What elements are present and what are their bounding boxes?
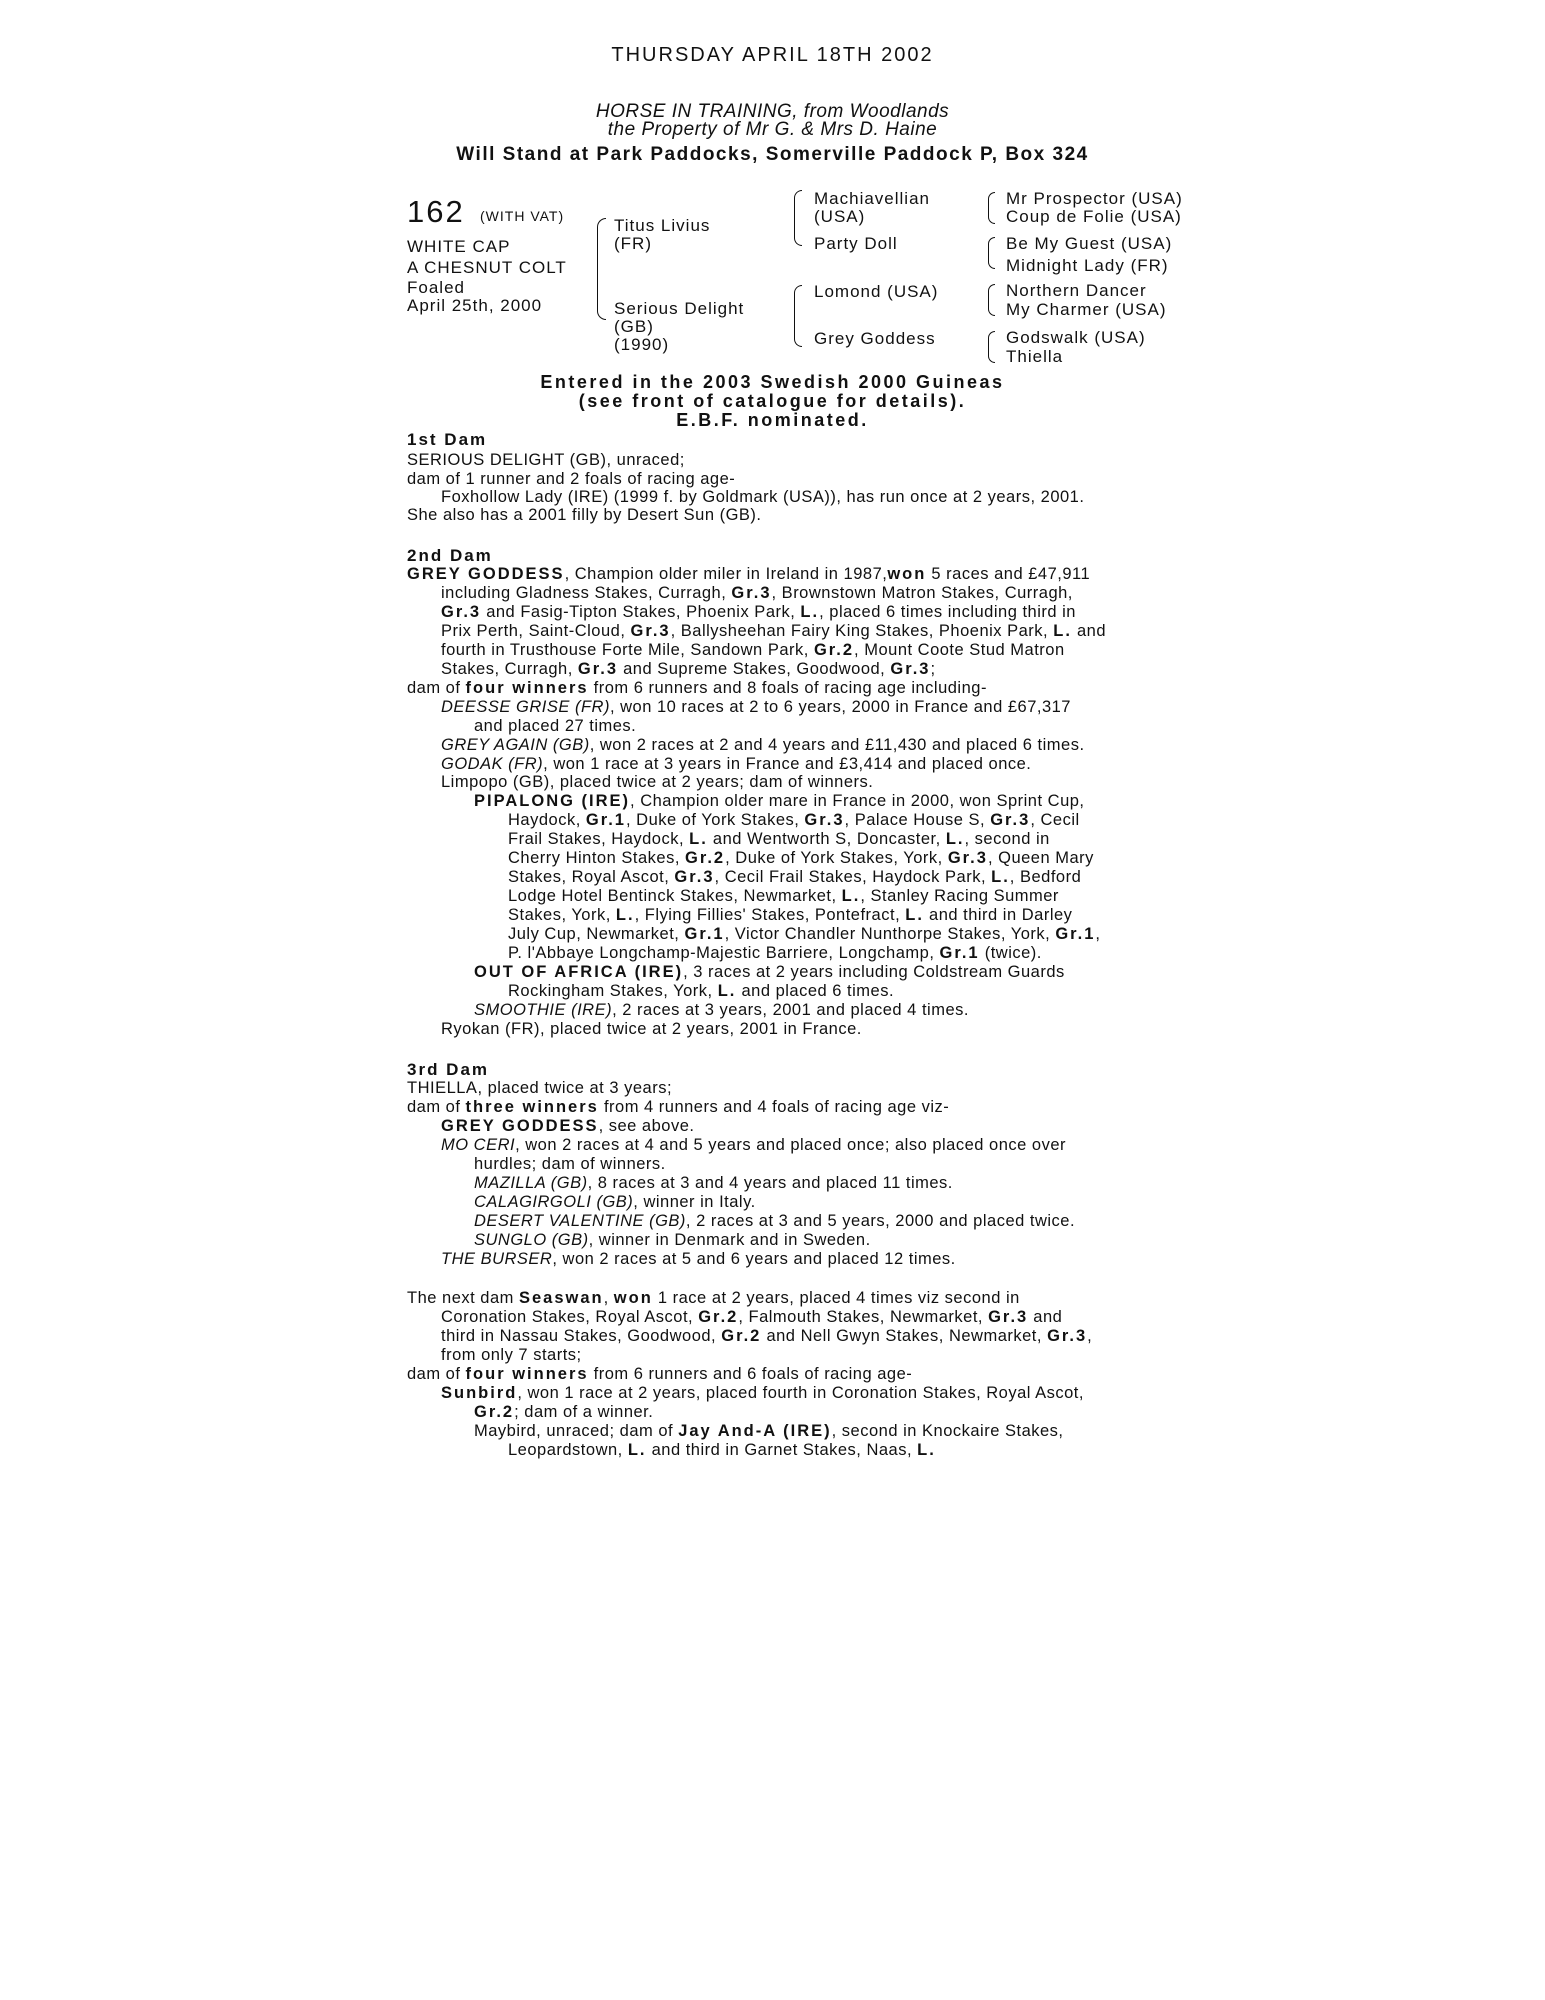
horse-description: A CHESNUT COLT bbox=[407, 258, 567, 277]
grey-goddess-line-5: fourth in Trusthouse Forte Mile, Sandown Park, Gr.2, Mount Coote Stud Matron bbox=[441, 641, 1065, 659]
grey-goddess-line-6: Stakes, Curragh, Gr.3 and Supreme Stakes, Goodwood, Gr.3; bbox=[441, 660, 936, 678]
calagirgoli-line: CALAGIRGOLI (GB), winner in Italy. bbox=[474, 1193, 756, 1211]
next-dam-line-1: The next dam Seaswan, won 1 race at 2 years, placed 4 times viz second in bbox=[407, 1289, 1020, 1307]
first-dam-line-1: SERIOUS DELIGHT (GB), unraced; bbox=[407, 451, 685, 469]
deesse-grise-line-2: and placed 27 times. bbox=[474, 717, 637, 735]
pedigree-bracket-dd bbox=[988, 331, 995, 363]
dam-country: (GB) bbox=[614, 317, 654, 336]
grey-again-line: GREY AGAIN (GB), won 2 races at 2 and 4 years and £11,430 and placed 6 times. bbox=[441, 736, 1085, 754]
limpopo-line: Limpopo (GB), placed twice at 2 years; dam of winners. bbox=[441, 773, 874, 791]
sire-country: (FR) bbox=[614, 234, 652, 253]
sire-dam-dam: Midnight Lady (FR) bbox=[1006, 256, 1169, 275]
pipalong-line-6: Lodge Hotel Bentinck Stakes, Newmarket, L., Stanley Racing Summer bbox=[508, 887, 1059, 905]
entered-line-2: (see front of catalogue for details). bbox=[578, 391, 967, 411]
foaled-date: April 25th, 2000 bbox=[407, 296, 543, 315]
pedigree-bracket-dam bbox=[794, 285, 802, 347]
pipalong-line-4: Cherry Hinton Stakes, Gr.2, Duke of York Stakes, York, Gr.3, Queen Mary bbox=[508, 849, 1094, 867]
pipalong-line-1: PIPALONG (IRE), Champion older mare in France in 2000, won Sprint Cup, bbox=[474, 792, 1085, 810]
dam-dam-sire: Godswalk (USA) bbox=[1006, 328, 1146, 347]
mo-ceri-line-2: hurdles; dam of winners. bbox=[474, 1155, 666, 1173]
the-burser-line: THE BURSER, won 2 races at 5 and 6 years and placed 12 times. bbox=[441, 1250, 956, 1268]
first-dam-line-4: She also has a 2001 filly by Desert Sun (GB). bbox=[407, 506, 762, 524]
foaled-label: Foaled bbox=[407, 278, 465, 297]
subtitle-line-2: the Property of Mr G. & Mrs D. Haine bbox=[607, 119, 938, 140]
sunbird-line-1: Sunbird, won 1 race at 2 years, placed fourth in Coronation Stakes, Royal Ascot, bbox=[441, 1384, 1084, 1402]
sire-sire-dam: Coup de Folie (USA) bbox=[1006, 207, 1182, 226]
sire-dam: Party Doll bbox=[814, 234, 898, 253]
dam-year: (1990) bbox=[614, 335, 670, 354]
sire-name: Titus Livius bbox=[614, 216, 711, 235]
out-of-africa-line-1: OUT OF AFRICA (IRE), 3 races at 2 years including Coldstream Guards bbox=[474, 963, 1065, 981]
third-dam-produce: dam of three winners from 4 runners and 4 foals of racing age viz- bbox=[407, 1098, 950, 1116]
smoothie-line: SMOOTHIE (IRE), 2 races at 3 years, 2001 and placed 4 times. bbox=[474, 1001, 969, 1019]
entered-notice bbox=[0, 373, 1545, 430]
sunbird-line-2: Gr.2; dam of a winner. bbox=[474, 1403, 654, 1421]
grey-goddess-line-2: including Gladness Stakes, Curragh, Gr.3, Brownstown Matron Stakes, Curragh, bbox=[441, 584, 1073, 602]
grey-goddess-ref: GREY GODDESS, see above. bbox=[441, 1117, 695, 1135]
entered-line-3: E.B.F. nominated. bbox=[676, 410, 869, 430]
sire-dam-sire: Be My Guest (USA) bbox=[1006, 234, 1173, 253]
second-dam-heading: 2nd Dam bbox=[407, 546, 493, 565]
ryokan-line: Ryokan (FR), placed twice at 2 years, 2001 in France. bbox=[441, 1020, 862, 1038]
grey-goddess-line-3: Gr.3 and Fasig-Tipton Stakes, Phoenix Park, L., placed 6 times including third in bbox=[441, 603, 1076, 621]
lot-subtitle bbox=[0, 103, 1545, 139]
dam-sire-dam: My Charmer (USA) bbox=[1006, 300, 1167, 319]
subtitle-line-1: HORSE IN TRAINING, from Woodlands bbox=[595, 101, 950, 122]
pedigree-bracket-sd bbox=[988, 237, 995, 269]
pedigree-bracket-main bbox=[597, 218, 606, 320]
next-dam-line-3: third in Nassau Stakes, Goodwood, Gr.2 and Nell Gwyn Stakes, Newmarket, Gr.3, bbox=[441, 1327, 1093, 1345]
thiella-line: THIELLA, placed twice at 3 years; bbox=[407, 1079, 673, 1097]
first-dam-line-2: dam of 1 runner and 2 foals of racing age- bbox=[407, 470, 736, 488]
pedigree-bracket-sire bbox=[794, 190, 802, 246]
deesse-grise-line-1: DEESSE GRISE (FR), won 10 races at 2 to 6 years, 2000 in France and £67,317 bbox=[441, 698, 1071, 716]
grey-goddess-line-1: GREY GODDESS, Champion older miler in Ireland in 1987,won 5 races and £47,911 bbox=[407, 565, 1091, 583]
third-dam-heading: 3rd Dam bbox=[407, 1060, 490, 1079]
next-dam-line-2: Coronation Stakes, Royal Ascot, Gr.2, Falmouth Stakes, Newmarket, Gr.3 and bbox=[441, 1308, 1063, 1326]
sunglo-line: SUNGLO (GB), winner in Denmark and in Sweden. bbox=[474, 1231, 871, 1249]
second-dam-produce: dam of four winners from 6 runners and 8 foals of racing age including- bbox=[407, 679, 987, 697]
vat-note: (WITH VAT) bbox=[480, 208, 565, 224]
pipalong-line-7: Stakes, York, L., Flying Fillies' Stakes, Pontefract, L. and third in Darley bbox=[508, 906, 1073, 924]
sire-sire-sire: Mr Prospector (USA) bbox=[1006, 189, 1183, 208]
dam-sire-sire: Northern Dancer bbox=[1006, 281, 1147, 300]
first-dam-heading: 1st Dam bbox=[407, 430, 488, 449]
next-dam-line-4: from only 7 starts; bbox=[441, 1346, 582, 1364]
first-dam-line-3: Foxhollow Lady (IRE) (1999 f. by Goldmark (USA)), has run once at 2 years, 2001. bbox=[441, 488, 1085, 506]
out-of-africa-line-2: Rockingham Stakes, York, L. and placed 6 times. bbox=[508, 982, 895, 1000]
dam-dam: Grey Goddess bbox=[814, 329, 936, 348]
dam-sire: Lomond (USA) bbox=[814, 282, 939, 301]
dam-name: Serious Delight bbox=[614, 299, 745, 318]
lot-number: 162 bbox=[407, 194, 465, 229]
pipalong-line-5: Stakes, Royal Ascot, Gr.3, Cecil Frail Stakes, Haydock Park, L., Bedford bbox=[508, 868, 1082, 886]
pedigree-bracket-ds bbox=[988, 284, 995, 316]
godak-line: GODAK (FR), won 1 race at 3 years in France and £3,414 and placed once. bbox=[441, 755, 1032, 773]
pipalong-line-9: P. l'Abbaye Longchamp-Majestic Barriere, Longchamp, Gr.1 (twice). bbox=[508, 944, 1042, 962]
next-dam-produce: dam of four winners from 6 runners and 6 foals of racing age- bbox=[407, 1365, 913, 1383]
pipalong-line-8: July Cup, Newmarket, Gr.1, Victor Chandler Nunthorpe Stakes, York, Gr.1, bbox=[508, 925, 1101, 943]
mazilla-line: MAZILLA (GB), 8 races at 3 and 4 years and placed 11 times. bbox=[474, 1174, 953, 1192]
sale-date: THURSDAY APRIL 18TH 2002 bbox=[611, 44, 934, 66]
pipalong-line-2: Haydock, Gr.1, Duke of York Stakes, Gr.3, Palace House S, Gr.3, Cecil bbox=[508, 811, 1080, 829]
jay-and-a-line-2: Leopardstown, L. and third in Garnet Stakes, Naas, L. bbox=[508, 1441, 936, 1459]
stand-location: Will Stand at Park Paddocks, Somerville Paddock P, Box 324 bbox=[456, 144, 1089, 165]
entered-line-1: Entered in the 2003 Swedish 2000 Guineas bbox=[540, 372, 1005, 392]
maybird-line: Maybird, unraced; dam of Jay And-A (IRE), second in Knockaire Stakes, bbox=[474, 1422, 1064, 1440]
horse-name: WHITE CAP bbox=[407, 237, 511, 256]
grey-goddess-line-4: Prix Perth, Saint-Cloud, Gr.3, Ballysheehan Fairy King Stakes, Phoenix Park, L. and bbox=[441, 622, 1107, 640]
pedigree-bracket-ss bbox=[988, 192, 995, 224]
mo-ceri-line-1: MO CERI, won 2 races at 4 and 5 years and placed once; also placed once over bbox=[441, 1136, 1067, 1154]
desert-valentine-line: DESERT VALENTINE (GB), 2 races at 3 and 5 years, 2000 and placed twice. bbox=[474, 1212, 1076, 1230]
pipalong-line-3: Frail Stakes, Haydock, L. and Wentworth S, Doncaster, L., second in bbox=[508, 830, 1050, 848]
sire-sire: Machiavellian bbox=[814, 189, 930, 208]
dam-dam-dam: Thiella bbox=[1006, 347, 1064, 366]
sire-sire-country: (USA) bbox=[814, 207, 866, 226]
